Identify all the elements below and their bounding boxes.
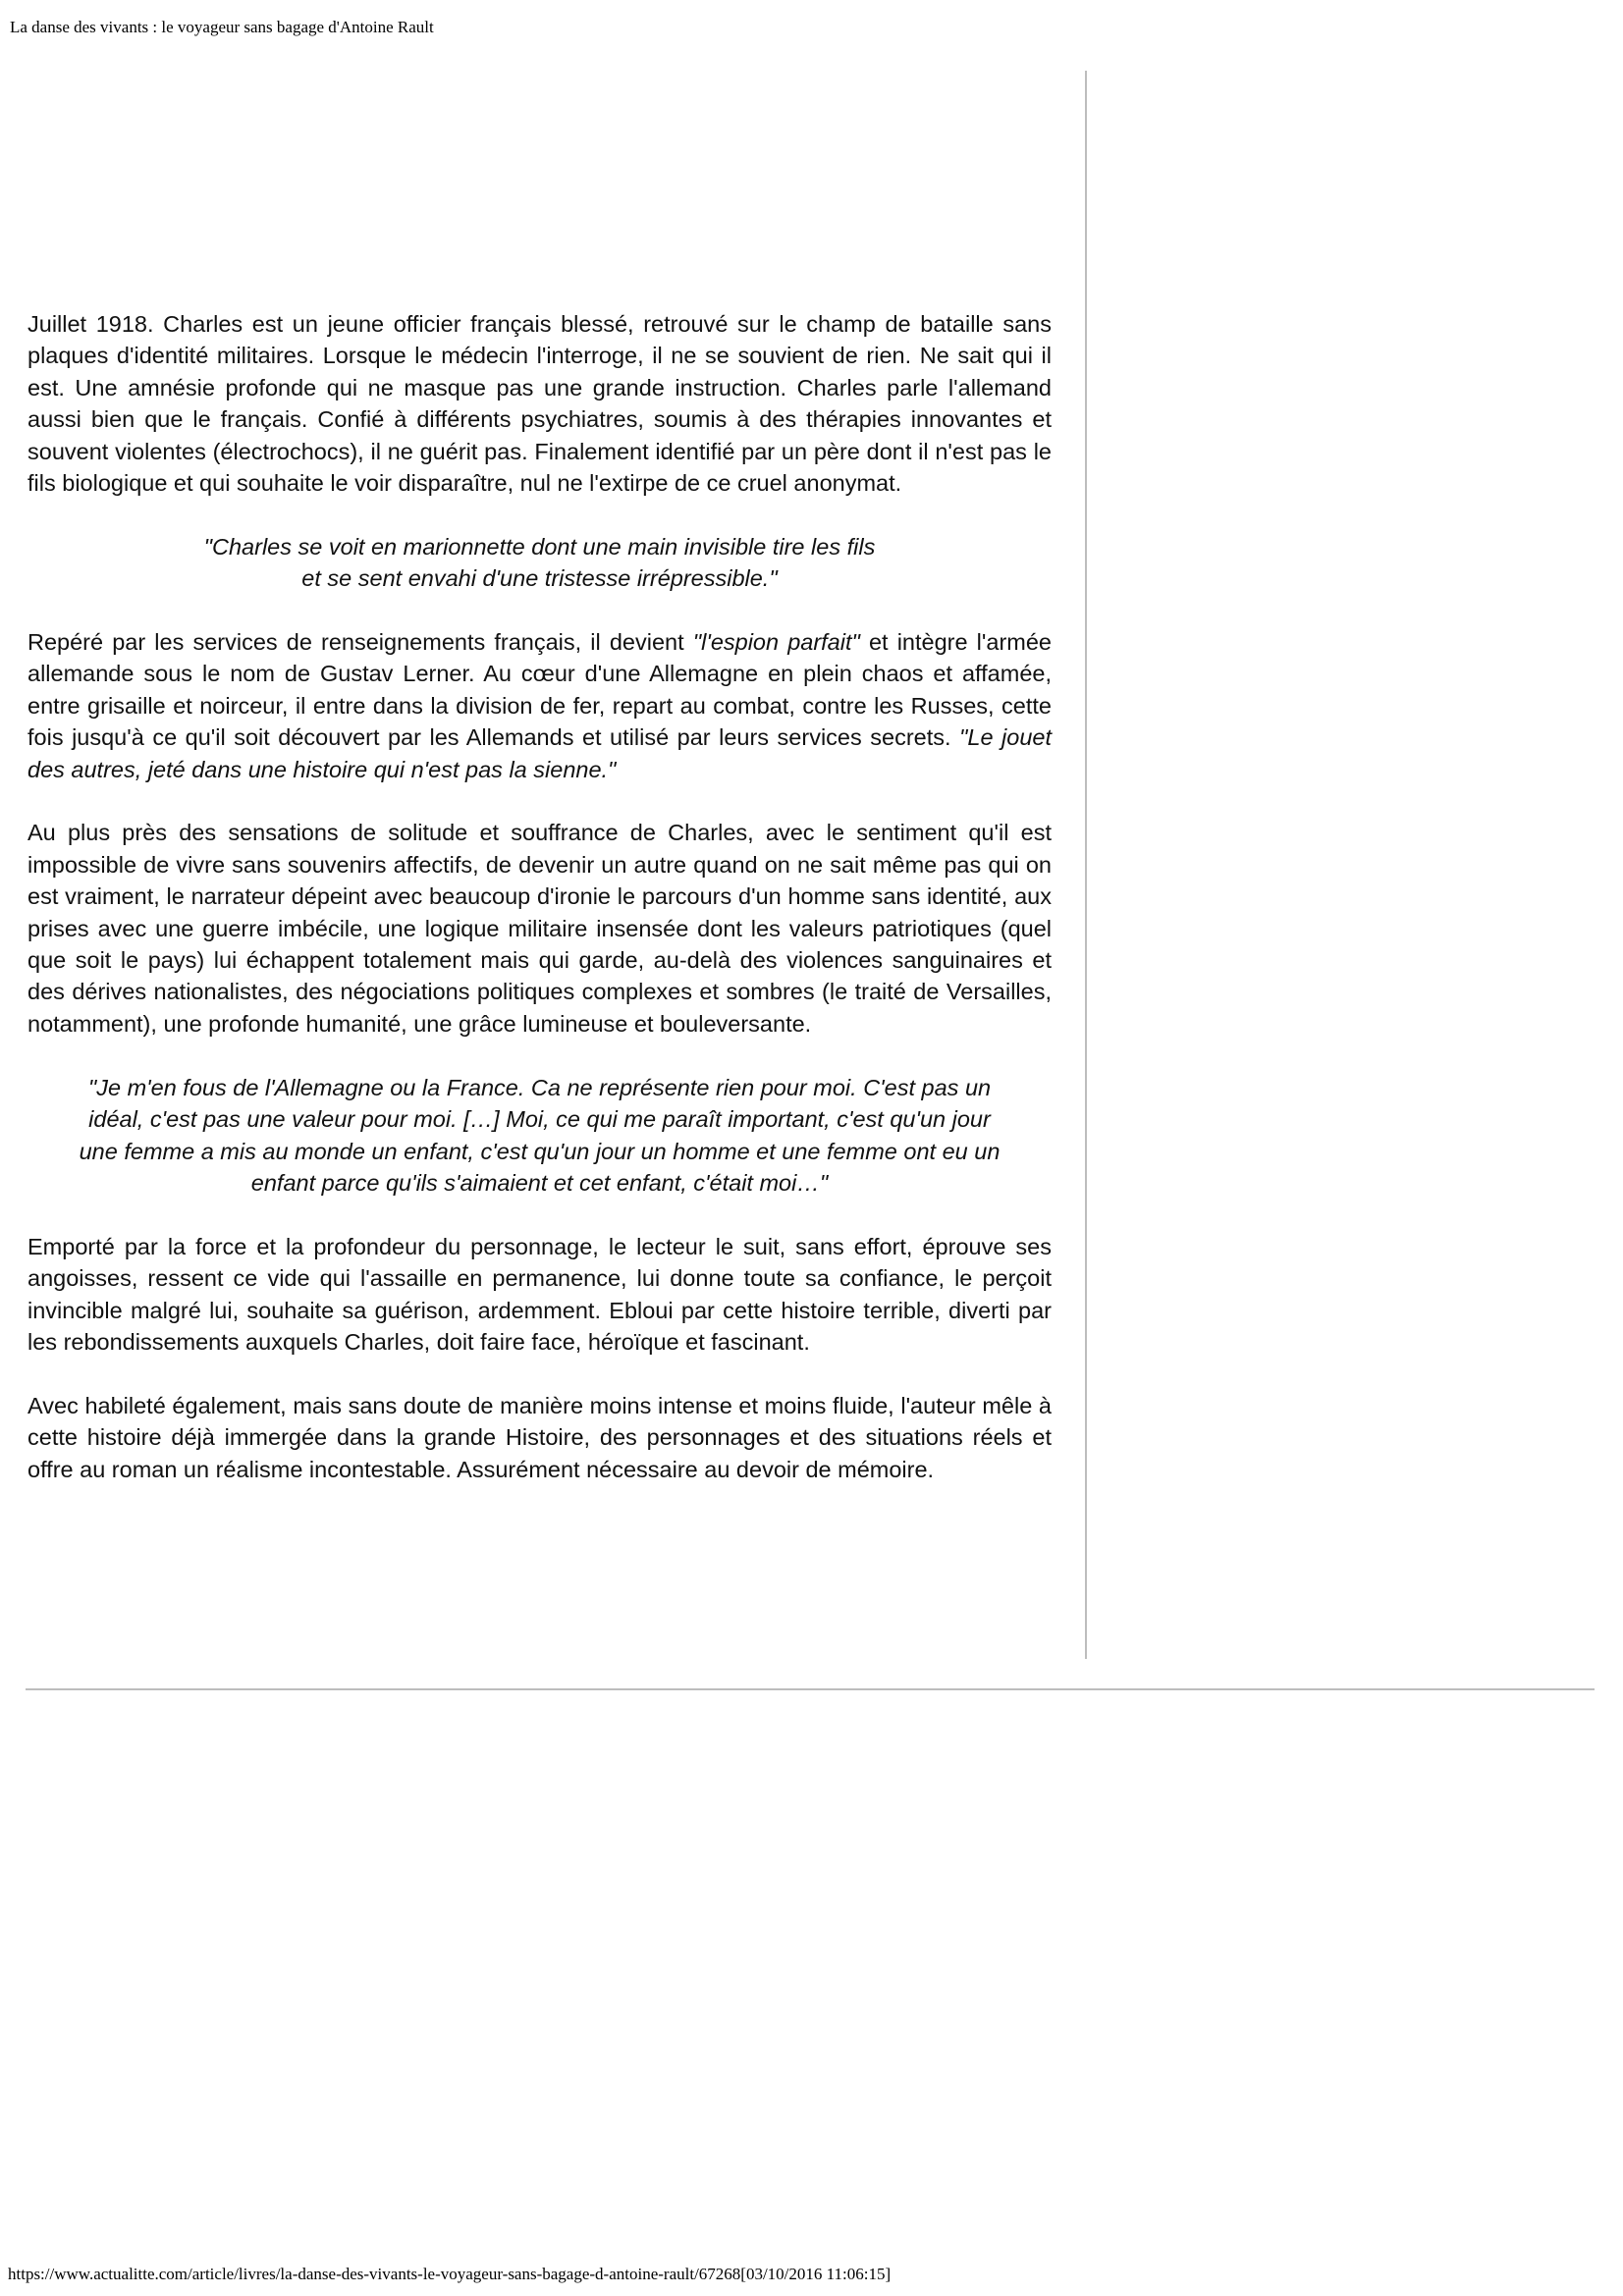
page-title: La danse des vivants : le voyageur sans bagage d'Antoine Rault xyxy=(10,18,434,36)
article-body xyxy=(27,308,1052,1517)
italic-quote: "Le jouet des autres, jeté dans une histoire qui n'est pas la sienne." xyxy=(27,724,1052,782)
paragraph-conclusion: Avec habileté également, mais sans doute de manière moins intense et moins fluide, l'auteur mêle à cette histoire déjà immergée dans la grande Histoire, des personnages et des situations réels et offre au roman un réalisme incontestable. Assurément nécessaire au devoir de mémoire. xyxy=(27,1392,1052,1482)
quote-line: une femme a mis au monde un enfant, c'est qu'un jour un homme et une femme ont eu un xyxy=(79,1138,1001,1164)
text-span: et intègre l'armée allemande sous le nom de Gustav Lerner. Au cœur d'une Allemagne en plein chaos et affamée, entre grisaille et noirceur, il entre dans la division de fer, repart au combat, contre les Russes, cette fois jusqu'à ce qu'il soit découvert par les Allemands et utilisé par leurs services secrets. xyxy=(27,629,1053,751)
pull-quote-allemagne xyxy=(27,1072,1052,1200)
quote-line: enfant parce qu'ils s'aimaient et cet enfant, c'était moi…" xyxy=(250,1169,829,1196)
paragraph-lecteur: Emporté par la force et la profondeur du personnage, le lecteur le suit, sans effort, éprouve ses angoisses, ressent ce vide qui l'assaille en permanence, lui donne toute sa confiance, le perçoit invincible malgré lui, souhaite sa guérison, ardemment. Ebloui par cette histoire terrible, diverti par les rebondissements auxquels Charles, doit faire face, héroïque et fascinant. xyxy=(27,1233,1052,1355)
quote-line: idéal, c'est pas une valeur pour moi. […] Moi, ce qui me paraît important, c'est qu'un jour xyxy=(88,1106,991,1133)
paragraph-intro: Juillet 1918. Charles est un jeune officier français blessé, retrouvé sur le champ de bataille sans plaques d'identité militaires. Lorsque le médecin l'interroge, il ne se souvient de rien. Ne sait qui il est. Une amnésie profonde qui ne masque pas une grande instruction. Charles parle l'allemand aussi bien que le français. Confié à différents psychiatres, soumis à des thérapies innovantes et souvent violentes (électrochocs), il ne guérit pas. Finalement identifié par un père dont il n'est pas le fils biologique et qui souhaite le voir disparaître, nul ne l'extirpe de ce cruel anonymat. xyxy=(27,311,1052,497)
quote-line: "Je m'en fous de l'Allemagne ou la France. Ca ne représente rien pour moi. C'est pas un xyxy=(87,1074,992,1100)
vertical-divider xyxy=(1085,71,1087,1659)
italic-quote: "l'espion parfait" xyxy=(692,629,860,656)
paragraph-solitude: Au plus près des sensations de solitude et souffrance de Charles, avec le sentiment qu'il est impossible de vivre sans souvenirs affectifs, de devenir un autre quand on ne sait même pas qui on est vraiment, le narrateur dépeint avec beaucoup d'ironie le parcours d'un homme sans identité, aux prises avec une guerre imbécile, une logique militaire insensée dont les valeurs patriotiques (quel que soit le pays) lui échappent totalement mais qui garde, au-delà des violences sanguinaires et des dérives nationalistes, des négociations politiques complexes et sombres (le traité de Versailles, notamment), une profonde humanité, une grâce lumineuse et bouleversante. xyxy=(27,820,1052,1037)
footer-source-url: https://www.actualitte.com/article/livres/la-danse-des-vivants-le-voyageur-sans-bagage-d-antoine-rault/67268[03/10/2016 11:06:15] xyxy=(8,2265,892,2283)
horizontal-divider xyxy=(26,1688,1595,1690)
quote-line: "Charles se voit en marionnette dont une main invisible tire les fils xyxy=(203,533,876,560)
quote-line: et se sent envahi d'une tristesse irrépressible." xyxy=(301,565,778,592)
pull-quote-marionnette xyxy=(27,531,1052,595)
paragraph-espion xyxy=(27,626,1052,785)
text-span: Repéré par les services de renseignements français, il devient xyxy=(27,629,693,656)
